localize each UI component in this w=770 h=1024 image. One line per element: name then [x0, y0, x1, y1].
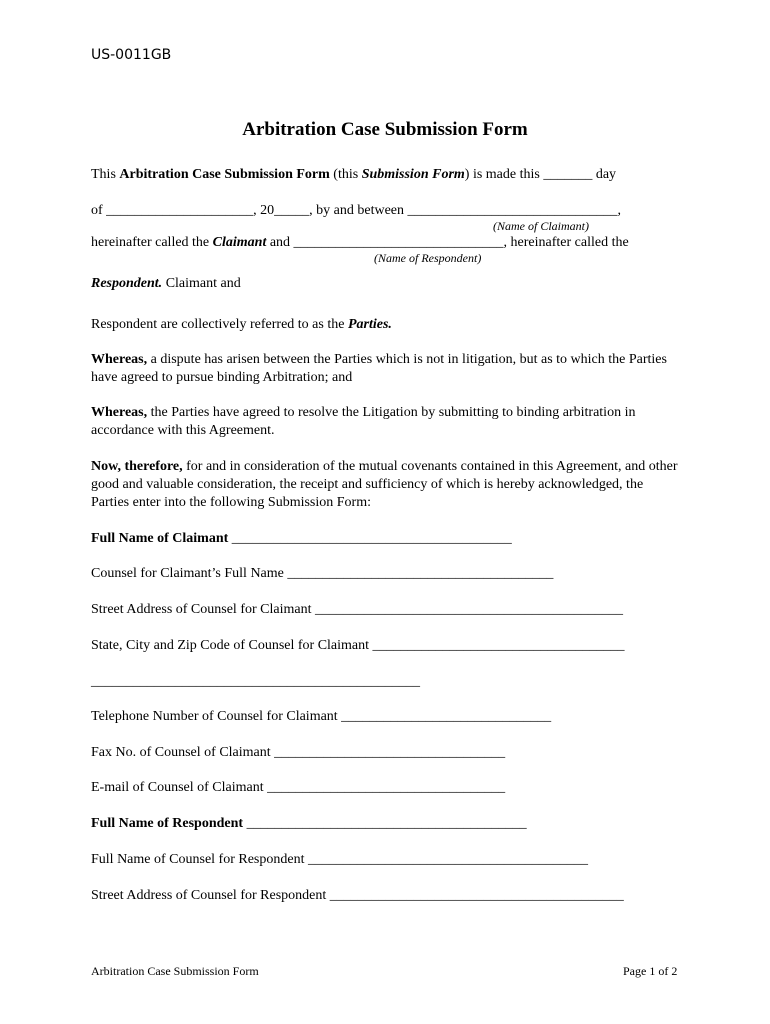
whereas-text: a dispute has arisen between the Parties which is not in litigation, but as to which the Parties have agreed to pursue binding Arbitration; and [91, 352, 667, 385]
claimant-term: Claimant [212, 235, 267, 250]
page-number: Page 1 of 2 [623, 964, 678, 978]
field-claimant-counsel-street[interactable]: Street Address of Counsel for Claimant ____________________________________________ [91, 602, 623, 617]
field-respondent-counsel-name[interactable]: Full Name of Counsel for Respondent ________________________________________ [91, 852, 588, 867]
intro-line-2: of _____________________, 20_____, by and between ______________________________, [91, 203, 622, 218]
intro-line-3 [91, 234, 629, 252]
intro-text: Respondent are collectively referred to as the [91, 317, 348, 332]
submission-form-term: Submission Form [361, 167, 465, 182]
footer-title: Arbitration Case Submission Form [91, 964, 259, 978]
field-claimant-name[interactable] [91, 530, 512, 548]
whereas-paragraph-2 [91, 404, 683, 440]
intro-line-4 [91, 275, 241, 293]
whereas-lead: Whereas, [91, 405, 148, 420]
form-name: Arbitration Case Submission Form [119, 167, 330, 182]
parties-term: Parties. [347, 317, 392, 332]
field-claimant-counsel-fax[interactable]: Fax No. of Counsel of Claimant _________________________________ [91, 745, 506, 760]
document-code: US-0011GB [91, 47, 172, 63]
field-claimant-counsel-name[interactable]: Counsel for Claimant’s Full Name ______________________________________ [91, 566, 554, 581]
therefore-paragraph [91, 458, 683, 512]
field-label: Full Name of Claimant [91, 531, 229, 546]
intro-text: This [91, 167, 120, 182]
intro-line-1 [91, 166, 616, 184]
page-title: Arbitration Case Submission Form [242, 119, 528, 140]
intro-line-5 [91, 316, 392, 334]
intro-text: and ______________________________, hereinafter called the [266, 235, 629, 250]
whereas-lead: Whereas, [91, 352, 148, 367]
field-claimant-counsel-phone[interactable]: Telephone Number of Counsel for Claimant ______________________________ [91, 709, 552, 724]
field-blank[interactable]: ________________________________________ [228, 531, 512, 546]
field-label: Full Name of Respondent [91, 816, 244, 831]
intro-text: (this [329, 167, 362, 182]
therefore-text: for and in consideration of the mutual covenants contained in this Agreement, and other good and valuable consideration, the receipt and sufficiency of which is hereby acknowledged, the Parties enter into the following Submission Form: [91, 459, 678, 510]
respondent-term: Respondent. [91, 276, 163, 291]
caption-claimant: (Name of Claimant) [493, 219, 589, 233]
intro-date-blank: ) is made this _______ day [464, 167, 617, 182]
field-address-continuation[interactable]: _______________________________________________ [91, 674, 420, 689]
field-claimant-counsel-email[interactable]: E-mail of Counsel of Claimant __________________________________ [91, 780, 506, 795]
field-respondent-name[interactable] [91, 815, 527, 833]
intro-text: Claimant and [162, 276, 241, 291]
intro-text: hereinafter called the [91, 235, 213, 250]
whereas-text: the Parties have agreed to resolve the Litigation by submitting to binding arbitration in accordance with this Agreement. [91, 405, 636, 438]
field-respondent-counsel-street[interactable]: Street Address of Counsel for Respondent __________________________________________ [91, 888, 624, 903]
therefore-lead: Now, therefore, [91, 459, 183, 474]
field-claimant-counsel-state-city-zip[interactable]: State, City and Zip Code of Counsel for Claimant ____________________________________ [91, 638, 625, 653]
caption-respondent: (Name of Respondent) [374, 251, 482, 265]
whereas-paragraph-1 [91, 351, 683, 387]
field-blank[interactable]: ________________________________________ [243, 816, 527, 831]
